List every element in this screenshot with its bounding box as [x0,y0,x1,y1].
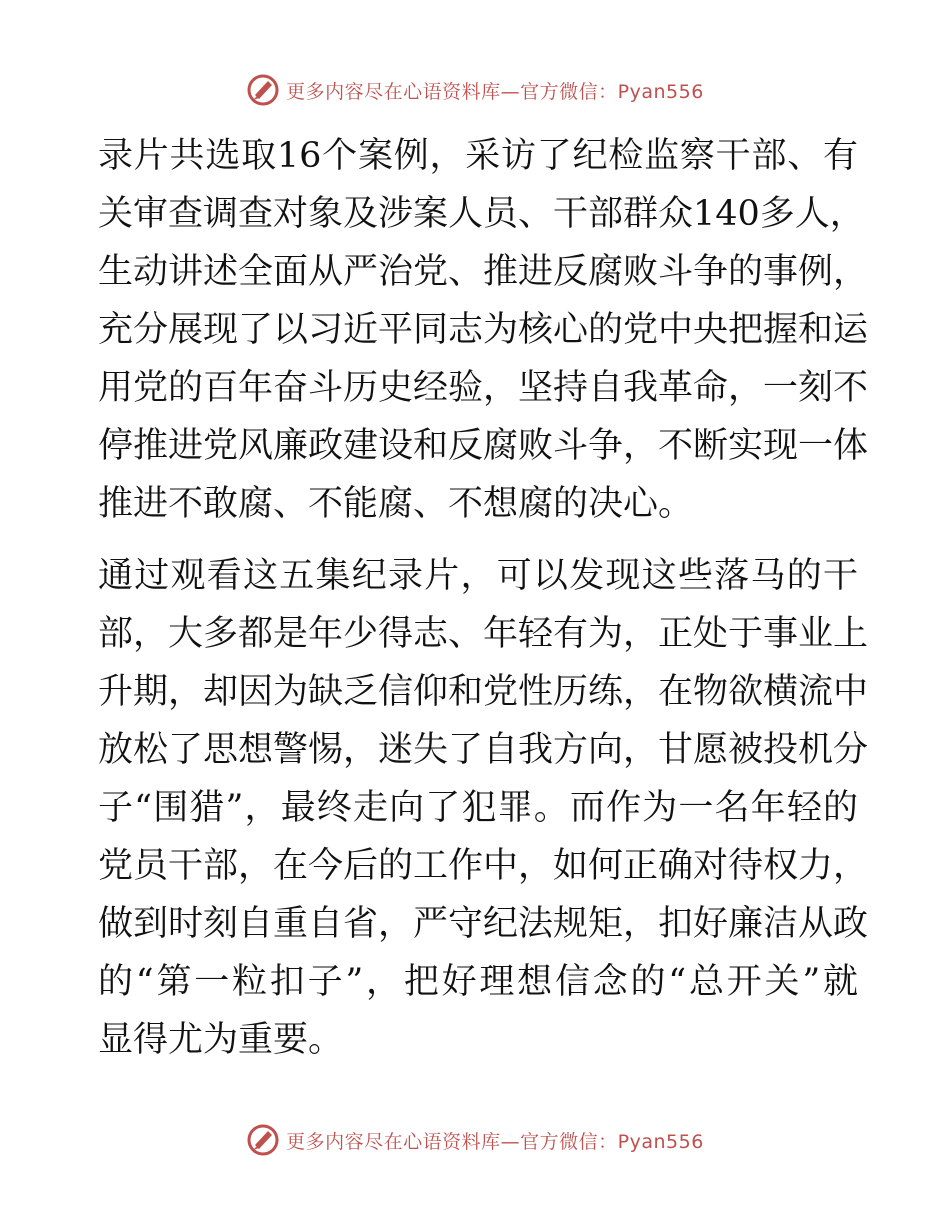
header-watermark [0,70,950,110]
watermark-text: 更多内容尽在心语资料库—官方微信：Pyan556 [286,1130,704,1153]
paragraph-spacer [98,533,858,547]
text-line: 的“第一粒扣子”，把好理想信念的“总开关”就 [98,962,858,1002]
text-line: 显得尤为重要。 [98,1020,344,1060]
text-line: 党员干部，在今后的工作中，如何正确对待权力， [98,846,869,886]
text-line: 关审查调查对象及涉案人员、干部群众140多人， [98,194,865,234]
watermark-text: 更多内容尽在心语资料库—官方微信：Pyan556 [286,80,704,103]
paragraph-1 [98,127,869,533]
logo-icon [246,73,280,107]
text-line: 子“围猎”，最终走向了犯罪。而作为一名年轻的 [98,788,858,828]
document-body [98,127,869,1069]
text-line: 停推进党风廉政建设和反腐败斗争，不断实现一体 [98,426,869,466]
footer-watermark [0,1120,950,1160]
text-line: 用党的百年奋斗历史经验，坚持自我革命，一刻不 [98,368,869,408]
text-line: 放松了思想警惕，迷失了自我方向，甘愿被投机分 [98,730,869,770]
text-line: 录片共选取16个案例，采访了纪检监察干部、有 [98,136,858,176]
logo-icon [246,1123,280,1157]
paragraph-2 [98,547,869,1069]
text-line: 推进不敢腐、不能腐、不想腐的决心。 [98,484,694,524]
text-line: 部，大多都是年少得志、年轻有为，正处于事业上 [98,614,869,654]
text-line: 通过观看这五集纪录片，可以发现这些落马的干 [98,556,858,596]
text-line: 充分展现了以习近平同志为核心的党中央把握和运 [98,310,869,350]
text-line: 生动讲述全面从严治党、推进反腐败斗争的事例， [98,252,869,292]
text-line: 做到时刻自重自省，严守纪法规矩，扣好廉洁从政 [98,904,869,944]
text-line: 升期，却因为缺乏信仰和党性历练，在物欲横流中 [98,672,869,712]
